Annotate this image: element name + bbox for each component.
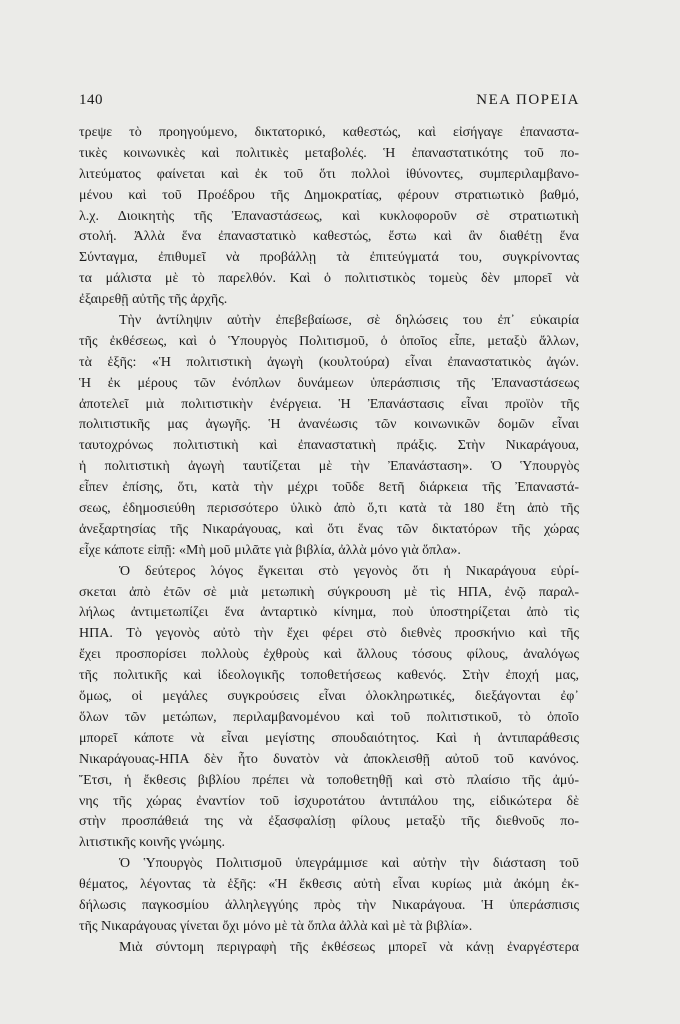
text-line: τικὲς κοινωνικὲς καὶ πολιτικὲς μεταβολές. Ἡ ἐπαναστατικότης τοῦ πο- <box>79 145 579 161</box>
running-head: ΝΕΑ ΠΟΡΕΙΑ <box>476 92 580 108</box>
text-line: μένου καὶ τοῦ Προέδρου τῆς Δημοκρατίας, φέρουν στρατιωτικὸ βαθμό, <box>79 187 579 203</box>
text-line: τρεψε τὸ προηγούμενο, δικτατορικό, καθεστώς, καὶ εἰσήγαγε ἐπαναστα- <box>79 125 579 140</box>
text-line: στολή. Ἀλλὰ ἕνα ἐπαναστατικὸ καθεστώς, ἔστω καὶ ἂν διαθέτῃ ἕνα <box>79 229 579 245</box>
text-line: Μιὰ σύντομη περιγραφὴ τῆς ἐκθέσεως μπορεῖ νὰ κάνῃ ἐναργέστερα <box>119 939 579 955</box>
text-line: εἶχε κάποτε εἰπῇ: «Μὴ μοῦ μιλᾶτε γιὰ βιβλία, ἀλλὰ μόνο γιὰ ὅπλα». <box>79 542 461 558</box>
text-line: ἐξαιρεθῇ αὐτῆς τῆς ἀρχῆς. <box>79 292 228 308</box>
text-line: τὰ ἑξῆς: «Ἡ πολιτιστικὴ ἀγωγὴ (κουλτούρα) εἶναι ἐπαναστατικὸς ἀγών. <box>79 354 579 370</box>
text-line: ὅμως, οἱ μεγάλες συγκρούσεις εἶναι ὁλοκληρωτικές, διεξάγονται ἐφ᾿ <box>79 689 579 705</box>
text-line: ἀποτελεῖ μιὰ πολιτιστικὴν ἐνέργεια. Ἡ Ἐπανάστασις εἶναι προϊὸν τῆς <box>79 396 579 412</box>
text-line: ἀνεξαρτησίας τῆς Νικαράγουας, καὶ ὅτι ἕνας τῶν δικτατόρων τῆς χώρας <box>79 521 579 537</box>
text-line: εἶπεν ἐπίσης, ὅτι, κατὰ τὴν μέχρι τοῦδε 8ετῆ διάρκεια τῆς Ἐπαναστά- <box>79 480 579 496</box>
text-line: Ἡ ἐκ μέρους τῶν ἐνόπλων δυνάμεων ὑπεράσπισις τῆς Ἐπαναστάσεως <box>79 375 579 391</box>
page-number: 140 <box>79 92 103 108</box>
text-line: Ἔτσι, ἡ ἔκθεσις βιβλίου πρέπει νὰ τοποθετηθῇ καὶ στὸ πλαίσιο τῆς ἀμύ- <box>79 772 579 788</box>
text-line: Ὁ δεύτερος λόγος ἔγκειται στὸ γεγονὸς ὅτι ἡ Νικαράγουα εὑρί- <box>119 563 579 579</box>
text-line: ταυτοχρόνως πολιτιστικὴ καὶ ἐπαναστατικὴ πράξις. Στὴν Νικαράγουα, <box>79 438 579 454</box>
page-header <box>79 92 580 114</box>
text-line: ἔχει προσπορίσει πολλοὺς ἐχθροὺς καὶ ἄλλους τόσους φίλους, ἀναλόγως <box>79 647 579 663</box>
text-line: μπορεῖ κάποτε νὰ εἶναι μεγίστης σπουδαιότητος. Καὶ ἡ ἀντιπαράθεσις <box>79 730 579 746</box>
body-text <box>79 123 579 959</box>
text-line: σεως, ἐδημοσιεύθη περισσότερο ὑλικὸ ἀπὸ ὅ,τι κατὰ τὰ 180 ἔτη ἀπὸ τῆς <box>79 501 579 517</box>
text-line: τα μάλιστα μὲ τὸ παρελθόν. Καὶ ὁ πολιτιστικὸς τομεὺς δὲν μπορεῖ νὰ <box>79 271 579 287</box>
text-line: τῆς Νικαράγουας γίνεται ὄχι μόνο μὲ τὰ ὅπλα ἀλλὰ καὶ μὲ τὰ βιβλία». <box>79 918 473 934</box>
text-line: τῆς πολιτικῆς καὶ ἰδεολογικῆς τοποθετήσεως καθενός. Στὴν ἐποχή μας, <box>79 668 579 684</box>
text-line: νης τῆς χώρας ἐναντίον τοῦ ἰσχυροτάτου ἀντιπάλου της, εἰδικώτερα δὲ <box>79 793 579 809</box>
text-line: λιτεύματος φαίνεται καὶ ἐκ τοῦ ὅτι πολλοὶ ἰθύνοντες, συμπεριλαμβανο- <box>79 166 579 182</box>
text-line: Ὁ Ὑπουργὸς Πολιτισμοῦ ὑπεγράμμισε καὶ αὐτὴν τὴν διάσταση τοῦ <box>119 856 579 872</box>
text-line: Σύνταγμα, ἐπιθυμεῖ νὰ προβάλλῃ τὰ ἐπιτεύγματά του, συγκρίνοντας <box>79 250 579 266</box>
text-line: πολιτιστικῆς μας ἀγωγῆς. Ἡ ἀνανέωσις τῶν κοινωνικῶν δομῶν εἶναι <box>79 417 579 433</box>
text-line: Τὴν ἀντίληψιν αὐτὴν ἐπεβεβαίωσε, σὲ δηλώσεις του ἐπ᾿ εὐκαιρία <box>119 313 579 329</box>
text-line: ΗΠΑ. Τὸ γεγονὸς αὐτὸ τὴν ἔχει φέρει στὸ διεθνὲς προσκήνιο καὶ τῆς <box>79 626 579 642</box>
text-line: λήλως ἀντιμετωπίζει ἕνα ἀνταρτικὸ κίνημα, ποὺ ὑποστηρίζεται ἀπὸ τὶς <box>79 605 579 621</box>
text-line: σκεται ἀπὸ ἐτῶν σὲ μιὰ μετωπικὴ σύγκρουση μὲ τὶς ΗΠΑ, ἐνῷ παραλ- <box>79 584 579 600</box>
text-line: θέματος, λέγοντας τὰ ἑξῆς: «Ἡ ἔκθεσις αὐτὴ εἶναι κυρίως μιὰ ἀκόμη ἐκ- <box>79 877 579 893</box>
text-line: ἡ πολιτιστικὴ ἀγωγὴ ταυτίζεται μὲ τὴν Ἐπανάσταση». Ὁ Ὑπουργὸς <box>79 459 579 475</box>
text-line: ὅλων τῶν μετώπων, περιλαμβανομένου καὶ τοῦ πολιτιστικοῦ, τὸ ὁποῖο <box>79 709 579 725</box>
text-line: δήλωσις παγκοσμίου ἀλληλεγγύης πρὸς τὴν Νικαράγουα. Ἡ ὑπεράσπισις <box>79 897 579 913</box>
text-line: Νικαράγουας-ΗΠΑ δὲν ἦτο δυνατὸν νὰ ἀποκλεισθῇ αὐτοῦ τοῦ κανόνος. <box>79 751 579 767</box>
text-line: τῆς ἐκθέσεως, καὶ ὁ Ὑπουργὸς Πολιτισμοῦ, ὁ ὁποῖος εἶπε, μεταξὺ ἄλλων, <box>79 333 579 349</box>
text-line: λιτιστικῆς κοινῆς γνώμης. <box>79 835 225 851</box>
text-line: στὴν προσπάθειά της νὰ ἐξασφαλίσῃ φίλους μεταξὺ τῆς διεθνοῦς πο- <box>79 814 579 830</box>
text-line: λ.χ. Διοικητὴς τῆς Ἐπαναστάσεως, καὶ κυκλοφοροῦν σὲ στρατιωτικὴ <box>79 208 579 224</box>
